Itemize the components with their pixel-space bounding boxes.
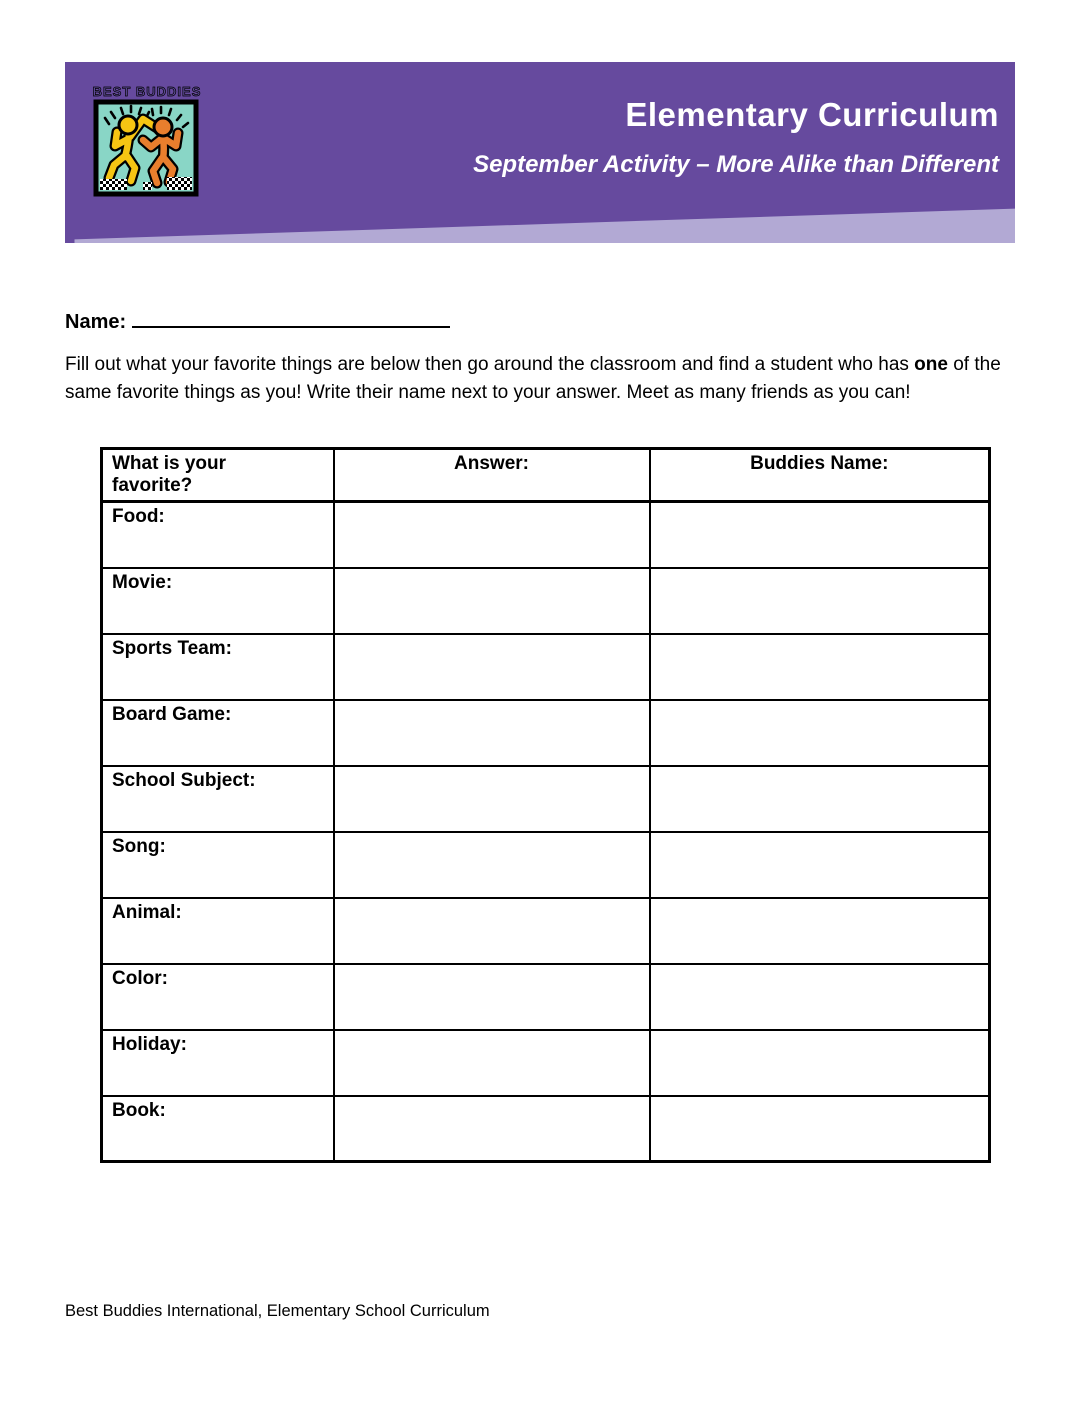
favorite-category-cell: Board Game:	[102, 700, 334, 766]
favorite-category-cell: Song:	[102, 832, 334, 898]
table-row	[102, 568, 990, 634]
answer-cell	[334, 568, 650, 634]
buddy-name-cell	[650, 1030, 990, 1096]
favorite-category-cell: Book:	[102, 1096, 334, 1162]
instructions-pre: Fill out what your favorite things are below then go around the classroom and find a student who has	[65, 354, 915, 375]
header-answer: Answer:	[334, 449, 650, 502]
favorite-category-cell: School Subject:	[102, 766, 334, 832]
answer-cell	[334, 1030, 650, 1096]
header-buddies-name: Buddies Name:	[650, 449, 990, 502]
name-blank-line	[132, 310, 450, 328]
table-row	[102, 766, 990, 832]
answer-cell	[334, 634, 650, 700]
name-field	[65, 310, 450, 334]
table-row	[102, 1096, 990, 1162]
favorite-category-cell: Movie:	[102, 568, 334, 634]
instructions-bold-word: one	[914, 354, 948, 375]
table-row	[102, 832, 990, 898]
page-subtitle: September Activity – More Alike than Different	[473, 151, 999, 178]
table-row	[102, 898, 990, 964]
instructions-paragraph	[65, 351, 1023, 407]
best-buddies-logo	[85, 82, 209, 198]
favorites-table	[100, 447, 991, 1163]
table-header-row	[102, 449, 990, 502]
buddy-name-cell	[650, 1096, 990, 1162]
answer-cell	[334, 1096, 650, 1162]
buddy-name-cell	[650, 898, 990, 964]
answer-cell	[334, 766, 650, 832]
favorite-category-cell: Holiday:	[102, 1030, 334, 1096]
table-row	[102, 634, 990, 700]
logo-brand-text: BEST BUDDIES	[92, 84, 202, 99]
answer-cell	[334, 700, 650, 766]
table-row	[102, 1030, 990, 1096]
haring-figures-icon	[96, 102, 196, 194]
name-label: Name:	[65, 311, 127, 333]
answer-cell	[334, 964, 650, 1030]
buddy-name-cell	[650, 964, 990, 1030]
table-row	[102, 700, 990, 766]
page-title: Elementary Curriculum	[625, 96, 999, 133]
instructions-post: of the same favorite things as you! Write their name next to your answer. Meet as many friends as you can!	[65, 354, 1001, 403]
table-row	[102, 964, 990, 1030]
table-row	[102, 502, 990, 568]
favorite-category-cell: Color:	[102, 964, 334, 1030]
buddy-name-cell	[650, 700, 990, 766]
buddy-name-cell	[650, 634, 990, 700]
favorite-category-cell: Sports Team:	[102, 634, 334, 700]
answer-cell	[334, 832, 650, 898]
buddy-name-cell	[650, 568, 990, 634]
footer-text: Best Buddies International, Elementary School Curriculum	[65, 1302, 490, 1320]
favorite-category-cell: Food:	[102, 502, 334, 568]
buddy-name-cell	[650, 766, 990, 832]
answer-cell	[334, 502, 650, 568]
header-favorite: What is your favorite?	[102, 449, 334, 502]
favorite-category-cell: Animal:	[102, 898, 334, 964]
answer-cell	[334, 898, 650, 964]
buddy-name-cell	[650, 502, 990, 568]
header-banner	[65, 62, 1015, 243]
buddy-name-cell	[650, 832, 990, 898]
